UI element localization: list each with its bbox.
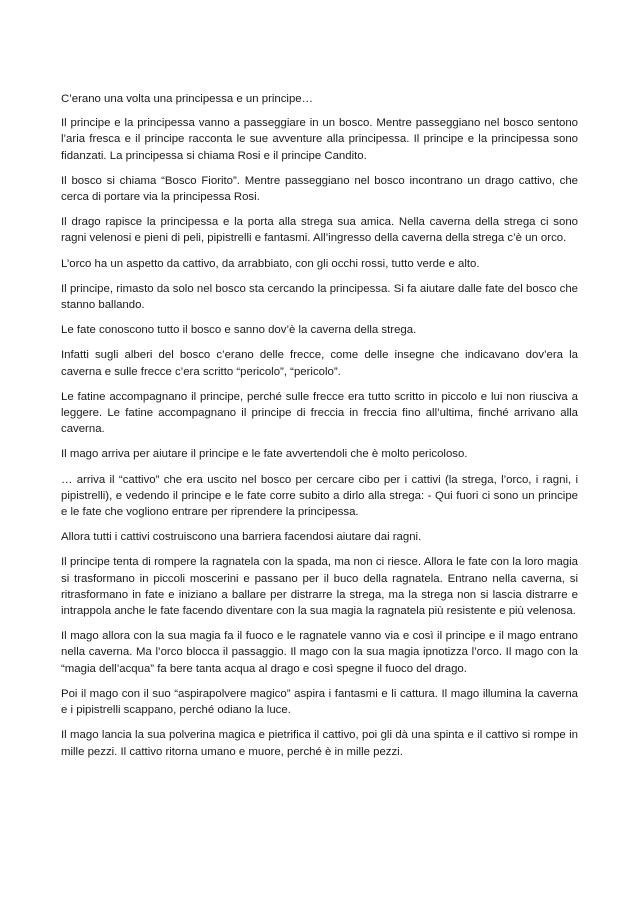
paragraph-fairies-know: Le fate conoscono tutto il bosco e sanno dov’è la caverna della strega. [61,324,417,337]
paragraph-barrier: Allora tutti i cattivi costruiscono una barriera facendosi aiutare dai ragni. [61,531,422,544]
paragraph-villain-warns: … arriva il “cattivo” che era uscito nel bosco per cercare cibo per i cattivi (la strega, l’orco, i ragni, i pipistrelli), e vedendo il principe e le fate corre subito a dirlo alla strega: - Qui fuori ci sono un principe e le fate che vogliono entrare per riprendere la principessa. [61,473,578,519]
paragraph-prince-searching: Il principe, rimasto da solo nel bosco sta cercando la principessa. Si fa aiutare dalle fate del bosco che stanno ballando. [61,282,578,312]
paragraph-dragon-kidnap: Il drago rapisce la principessa e la porta alla strega sua amica. Nella caverna della strega ci sono ragni velenosi e pieni di peli, pipistrelli e fantasmi. All’ingresso della caverna della strega c’è un orco. [61,216,578,245]
paragraph-magic-vacuum: Poi il mago con il suo “aspirapolvere magico” aspira i fantasmi e li cattura. Il mago illumina la caverna e i pipistrelli scappano, perché odiano la luce. [61,687,578,717]
paragraph-spider-web: Il principe tenta di rompere la ragnatela con la spada, ma non ci riesce. Allora le fate con la loro magia si trasformano in piccoli moscerini e passano per il buco della ragnatela. Entrano nella caverna, si ritrasformano in fate e iniziano a ballare per distrarre la strega, ma la strega non si lascia distrarre e intrappola anche le fate facendo diventare con la sua magia la ragnatela più resistente e più velenosa. [61,556,578,618]
paragraph-ogre-description: L’orco ha un aspetto da cattivo, da arrabbiato, con gli occhi rossi, tutto verde e alto. [61,257,480,270]
paragraph-arrows: Infatti sugli alberi del bosco c’erano delle frecce, come delle insegne che indicavano dov’era la caverna e sulle frecce c’era scritto “pericolo”, “pericolo”. [61,349,578,378]
paragraph-fairies-accompany: Le fatine accompagnano il principe, perché sulle frecce era tutto scritto in piccolo e lui non riusciva a leggere. Le fatine accompagnano il principe di freccia in freccia fino all’ultima, finché arrivano alla caverna. [61,390,578,436]
paragraph-wizard-fire: Il mago allora con la sua magia fa il fuoco e le ragnatele vanno via e così il principe e il mago entrano nella caverna. Ma l’orco blocca il passaggio. Il mago con la sua magia ipnotizza l’orco. Il mago con la “magia dell’acqua” fa bere tanta acqua al drago e così spegne il fuoco del drago. [61,630,578,675]
paragraph-bosco-fiorito: Il bosco si chiama “Bosco Fiorito”. Mentre passeggiano nel bosco incontrano un drago cattivo, che cerca di portare via la principessa Rosi. [61,174,578,204]
paragraph-ending: Il mago lancia la sua polverina magica e pietrifica il cattivo, poi gli dà una spinta e il cattivo si rompe in mille pezzi. Il cattivo ritorna umano e muore, perché è in mille pezzi. [61,729,578,758]
paragraph-opening: C’erano una volta una principessa e un principe… [61,93,314,105]
paragraph-walk-in-woods: Il principe e la principessa vanno a passeggiare in un bosco. Mentre passeggiano nel bosco sentono l’aria fresca e il principe racconta le sue avventure alla principessa. Il principe e la principessa sono fidanzati. La principessa si chiama Rosi e il principe Candito. [61,117,578,162]
document-body [61,91,578,769]
paragraph-wizard-arrives: Il mago arriva per aiutare il principe e le fate avvertendoli che è molto pericoloso. [61,448,468,461]
